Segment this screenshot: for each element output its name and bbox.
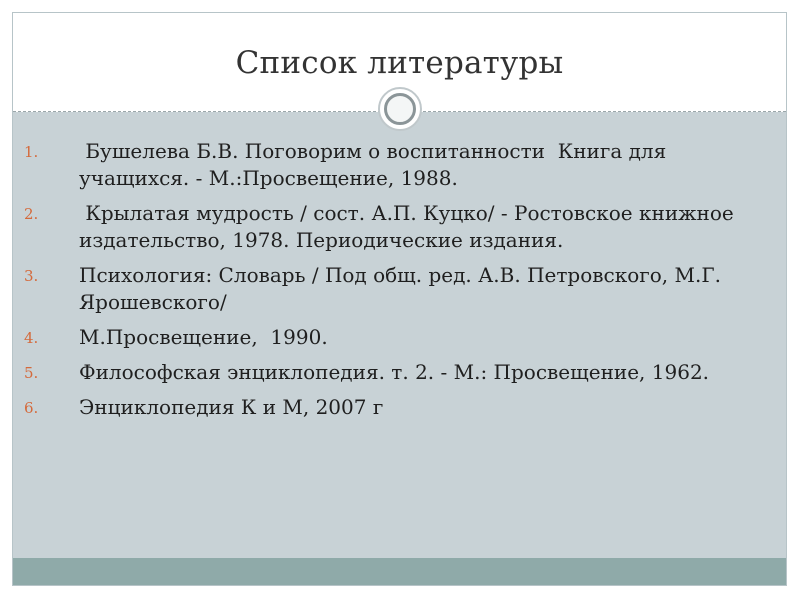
reference-item	[24, 200, 774, 254]
reference-item	[24, 138, 774, 192]
reference-text: М.Просвещение, 1990.	[79, 325, 328, 349]
reference-item	[24, 262, 774, 316]
reference-number: 6.	[24, 399, 39, 417]
circle-ornament-inner	[384, 93, 416, 125]
reference-number: 1.	[24, 143, 39, 161]
reference-number: 5.	[24, 364, 39, 382]
reference-number: 3.	[24, 267, 39, 285]
reference-item	[24, 324, 774, 351]
reference-text: Крылатая мудрость / сост. А.П. Куцко/ - Ростовское книжное издательство, 1978. Периодические издания.	[79, 201, 741, 252]
reference-text: Психология: Словарь / Под общ. ред. А.В. Петровского, М.Г. Ярошевского/	[79, 263, 728, 314]
footer-bar	[13, 558, 786, 585]
reference-item	[24, 394, 774, 421]
reference-number: 4.	[24, 329, 39, 347]
circle-ornament-icon	[378, 87, 422, 131]
reference-text: Энциклопедия К и М, 2007 г	[79, 395, 384, 419]
reference-number: 2.	[24, 205, 39, 223]
reference-text: Бушелева Б.В. Поговорим о воспитанности Книга для учащихся. - М.:Просвещение, 1988.	[79, 139, 673, 190]
reference-list	[24, 138, 774, 429]
reference-item	[24, 359, 774, 386]
reference-text: Философская энциклопедия. т. 2. - М.: Просвещение, 1962.	[79, 360, 710, 384]
slide-title: Список литературы	[235, 45, 564, 81]
